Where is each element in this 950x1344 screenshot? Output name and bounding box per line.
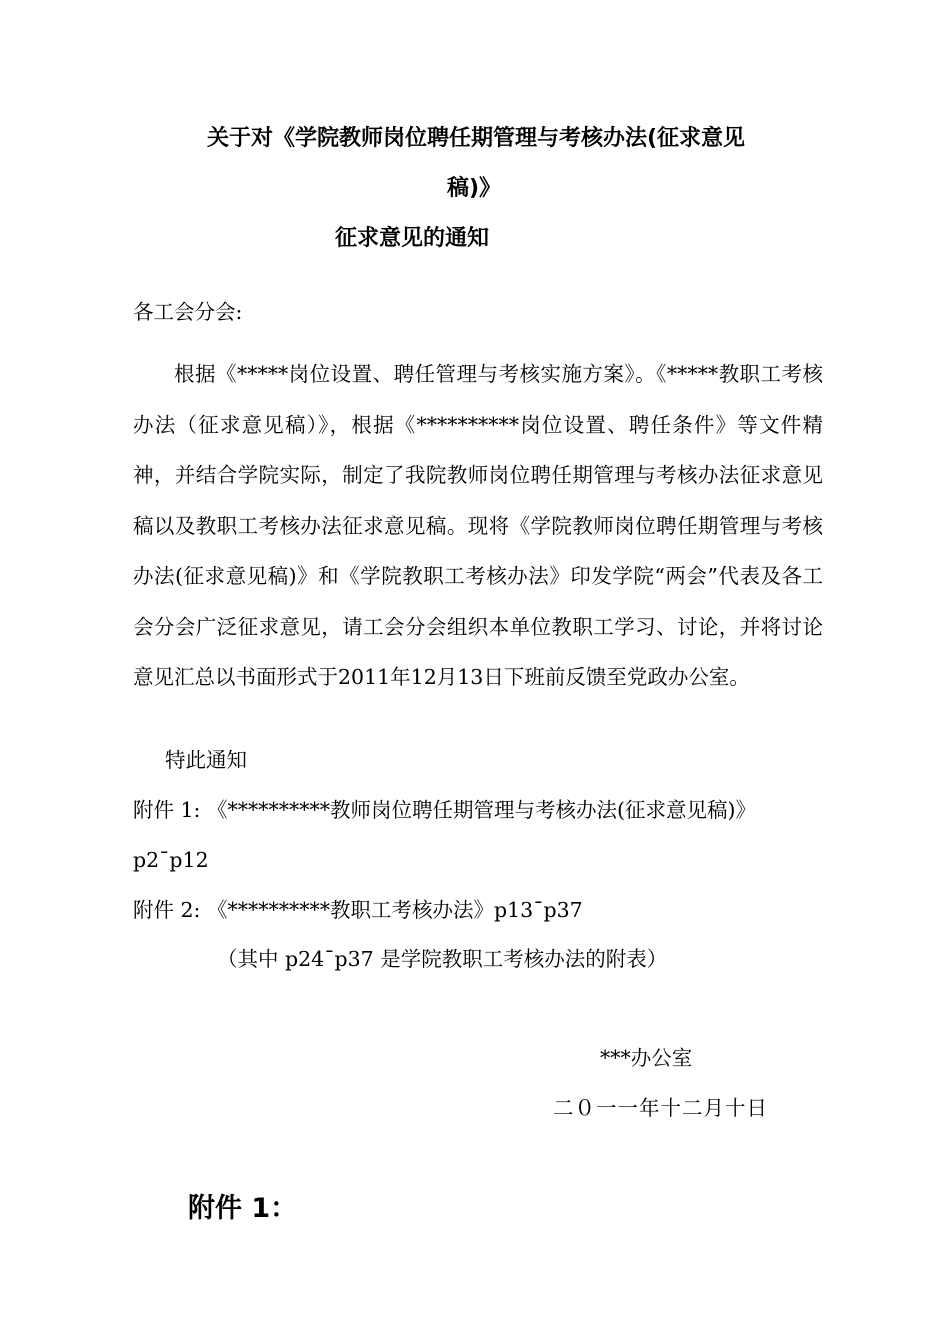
title-line-2: 稿)》 xyxy=(447,176,502,201)
attachment-1-line-2: p2¯p12 xyxy=(133,848,209,872)
issuer-office: ***办公室 xyxy=(600,1046,693,1070)
annex-heading: 附件 1： xyxy=(188,1193,298,1224)
title-line-1: 关于对《学院教师岗位聘任期管理与考核办法(征求意见 xyxy=(207,126,746,151)
notice-line: 特此通知 xyxy=(165,748,247,772)
body-paragraph: 根据《*****岗位设置、聘任管理与考核实施方案》。《*****教职工考核办法（征求意见稿）》，根据《**********岗位设置、聘任条件》等文件精神，并结合学院实际，制定了我院教师岗位聘任期管理与考核办法征求意见稿以及教职工考核办法征求意见稿。现将《学院教师岗位聘任期管理与考核办法(征求意见稿)》和《学院教职工考核办法》印发学院“两会”代表及各工会分会广泛征求意见，请工会分会组织本单位教职工学习、讨论，并将讨论意见汇总以书面形式于2011年12月13日下班前反馈至党政办公室。 xyxy=(133,362,823,689)
attachment-2-line: 附件 2: 《**********教职工考核办法》p13¯p37 xyxy=(133,898,583,922)
issue-date: 二０一一年十二月十日 xyxy=(553,1096,768,1120)
attachment-2-note: （其中 p24¯p37 是学院教职工考核办法的附表） xyxy=(217,947,668,971)
title-line-3: 征求意见的通知 xyxy=(335,226,490,251)
salutation: 各工会分会: xyxy=(133,300,243,324)
attachment-1-line-1: 附件 1: 《**********教师岗位聘任期管理与考核办法(征求意见稿)》 xyxy=(133,798,756,822)
